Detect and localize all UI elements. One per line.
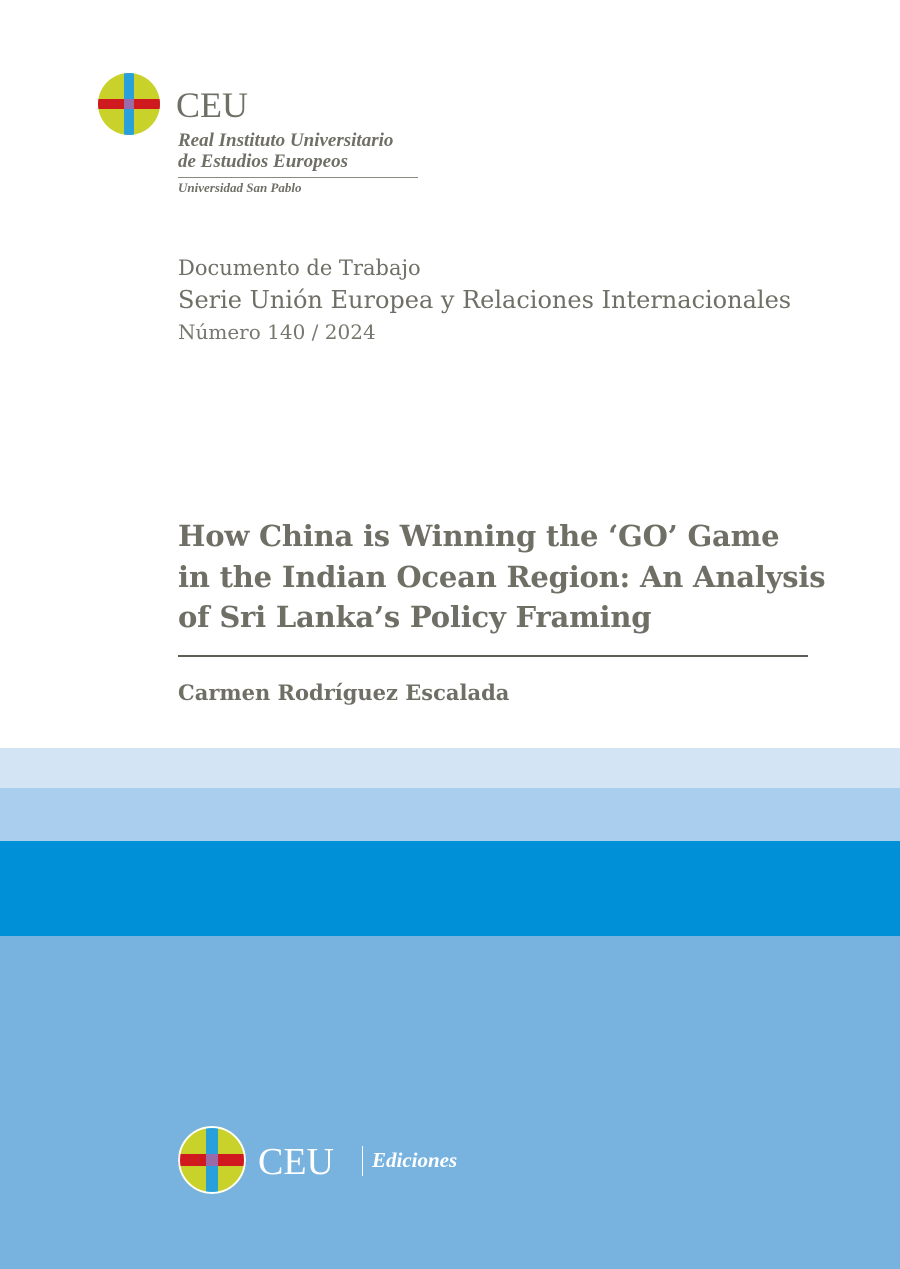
institute-name-line1: Real Instituto Universitario (178, 130, 394, 151)
band-strong (0, 841, 900, 936)
footer-brand: CEU (258, 1141, 334, 1183)
document-title-line: in the Indian Ocean Region: An Analysis (178, 560, 826, 594)
document-title-line: How China is Winning the ‘GO’ Game (178, 519, 780, 553)
footer-label: Ediciones (372, 1148, 458, 1172)
brand-name: CEU (176, 85, 248, 125)
series-number: Número 140 / 2024 (178, 320, 376, 344)
footer-divider (362, 1146, 363, 1176)
author-name: Carmen Rodríguez Escalada (178, 680, 510, 705)
institute-name-line2: de Estudios Europeos (178, 151, 348, 172)
university-name: Universidad San Pablo (178, 180, 302, 195)
ceu-emblem-icon (98, 73, 160, 135)
band-light (0, 788, 900, 841)
document-title-line: of Sri Lanka’s Policy Framing (178, 600, 652, 634)
series-type: Documento de Trabajo (178, 256, 421, 280)
institute-divider (178, 177, 418, 178)
band-base (0, 936, 900, 1269)
series-name: Serie Unión Europea y Relaciones Internacionales (178, 286, 792, 314)
ceu-emblem-bottom-icon (178, 1126, 246, 1194)
title-divider (178, 655, 808, 657)
band-lightest (0, 748, 900, 788)
